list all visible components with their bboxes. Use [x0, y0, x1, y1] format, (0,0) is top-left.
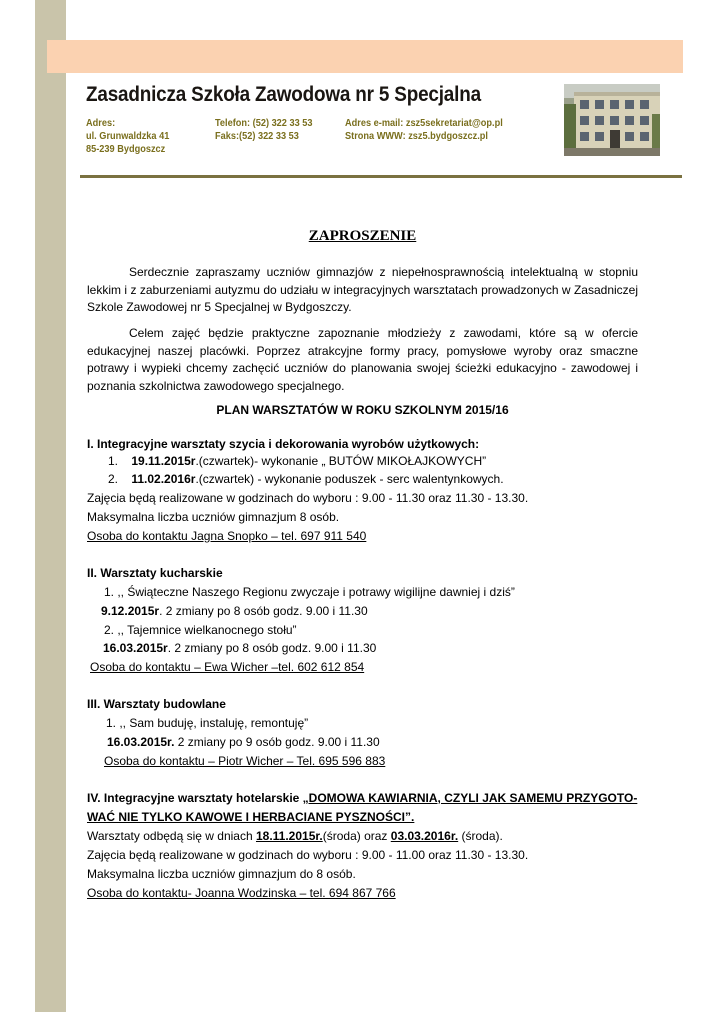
school-name: Zasadnicza Szkoła Zawodowa nr 5 Specjalna — [86, 83, 481, 106]
section1-heading: I. Integracyjne warsztaty szycia i dekorowania wyrobów użytkowych: — [87, 437, 480, 451]
section3-item1: 1. ,, Sam buduję, instaluję, remontuję” — [106, 716, 309, 730]
website: Strona WWW: zsz5.bydgoszcz.pl — [345, 131, 488, 142]
header-band — [47, 40, 683, 73]
section2-item2-details: 16.03.2015r. 2 zmiany po 8 osób godz. 9.00 i 11.30 — [103, 641, 377, 655]
left-sidebar-bar — [35, 0, 66, 1012]
section2-item1: 1. ,, Świąteczne Naszego Regionu zwyczaje i potrawy wigilijne dawniej i dziś” — [104, 585, 515, 599]
goal-paragraph: Celem zajęć będzie praktyczne zapoznanie młodzieży z zawodami, które są w ofercie edukacyjnej naszej placówki. Poprzez atrakcyjne formy pracy, pomysłowe wyroby oraz smaczne potrawy i wypieki chcemy zachęcić uczniów do planowania swojej ścieżki edukacyjno - zawodowej i poznania szkolnictwa zawodowego specjalnego. — [87, 326, 638, 393]
section4-heading-continued: WAĆ NIE TYLKO KAWOWE I HERBACIANE PYSZNOŚCI”. — [87, 810, 415, 824]
section2-item2: 2. ,, Tajemnice wielkanocnego stołu” — [104, 623, 297, 637]
header-divider — [80, 175, 682, 178]
plan-heading: PLAN WARSZTATÓW W ROKU SZKOLNYM 2015/16 — [216, 403, 509, 417]
phone-block — [215, 117, 313, 143]
address-city: 85-239 Bydgoszcz — [86, 144, 166, 155]
email: Adres e-mail: zsz5sekretariat@op.pl — [345, 118, 503, 129]
section2-contact: Osoba do kontaktu – Ewa Wicher –tel. 602 612 854 — [90, 660, 365, 674]
section1-item1: 1. 19.11.2015r.(czwartek)- wykonanie „ BUTÓW MIKOŁAJKOWYCH” — [108, 454, 487, 468]
section3-contact: Osoba do kontaktu – Piotr Wicher – Tel. 695 596 883 — [104, 754, 386, 768]
section4-contact: Osoba do kontaktu- Joanna Wodzinska – tel. 694 867 766 — [87, 886, 396, 900]
document-title: ZAPROSZENIE — [308, 228, 417, 244]
section4-dates: Warsztaty odbędą się w dniach 18.11.2015r.(środa) oraz 03.03.2016r. (środa). — [87, 829, 503, 843]
fax: Faks:(52) 322 33 53 — [215, 131, 299, 142]
section1-max: Maksymalna liczba uczniów gimnazjum 8 osób. — [87, 510, 340, 524]
section2-item1-details: 9.12.2015r. 2 zmiany po 8 osób godz. 9.00 i 11.30 — [101, 604, 368, 618]
address-block — [86, 117, 169, 156]
online-block — [345, 117, 503, 143]
section3-item1-details: 16.03.2015r. 2 zmiany po 9 osób godz. 9.00 i 11.30 — [107, 735, 380, 749]
section1-item2: 2. 11.02.2016r.(czwartek) - wykonanie poduszek - serc walentynkowych. — [108, 472, 504, 486]
section3-heading: III. Warsztaty budowlane — [87, 697, 226, 711]
phone: Telefon: (52) 322 33 53 — [215, 118, 313, 129]
section1-hours: Zajęcia będą realizowane w godzinach do wyboru : 9.00 - 11.30 oraz 11.30 - 13.30. — [87, 491, 529, 505]
section1-contact: Osoba do kontaktu Jagna Snopko – tel. 697 911 540 — [87, 529, 367, 543]
school-building-photo — [564, 84, 660, 156]
section4-heading: IV. Integracyjne warsztaty hotelarskie „DOMOWA KAWIARNIA, CZYLI JAK SAMEMU PRZYGOTO- — [87, 791, 638, 805]
section2-heading: II. Warsztaty kucharskie — [87, 566, 223, 580]
section4-max: Maksymalna liczba uczniów gimnazjum do 8 osób. — [87, 867, 356, 881]
address-street: ul. Grunwaldzka 41 — [86, 131, 170, 142]
address-label: Adres: — [86, 118, 116, 129]
section4-hours: Zajęcia będą realizowane w godzinach do wyboru : 9.00 - 11.00 oraz 11.30 - 13.30. — [87, 848, 529, 862]
intro-paragraph: Serdecznie zapraszamy uczniów gimnazjów z niepełnosprawnością intelektualną w stopniu lekkim i z zaburzeniami autyzmu do udziału w integracyjnych warsztatach prowadzonych w Zasadniczej Szkole Zawodowej nr 5 Specjalnej w Bydgoszczy. — [87, 265, 638, 314]
